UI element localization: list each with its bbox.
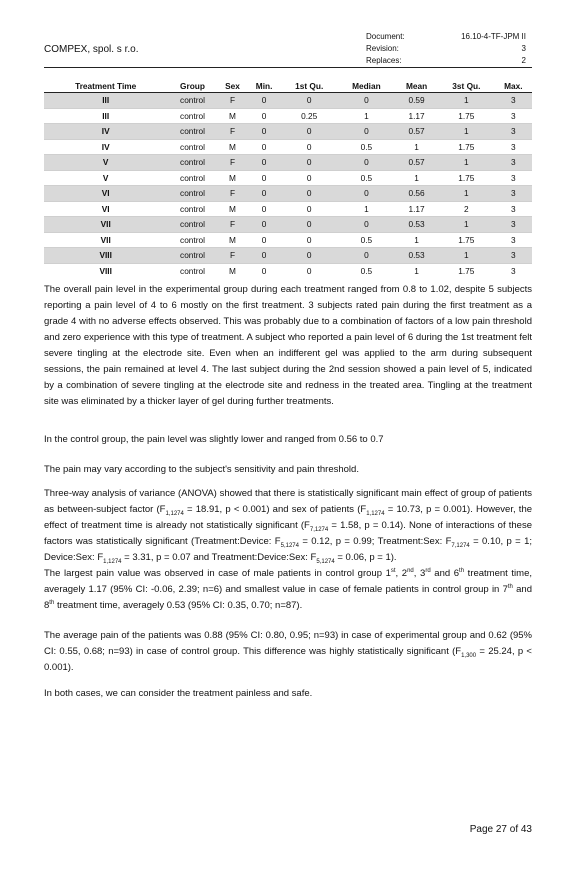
paragraph-text: The average pain of the patients was 0.88 (95% CI: 0.80, 0.95; n=93) in case of experimental group and 0.62 (95% CI: 0.55, 0.68; n=93) in case of control group. This difference was highly statistically significant ($F_{1,300} = 25.24$, p < 0.001). <box>44 630 532 673</box>
table-cell: 0 <box>247 201 280 217</box>
table-row <box>44 217 532 233</box>
table-cell: 1 <box>395 232 438 248</box>
table-cell: M <box>229 265 236 276</box>
replaces-value: 2 <box>521 56 526 65</box>
paragraph-text: The pain may vary according to the subject's sensitivity and pain threshold. <box>44 464 359 475</box>
table-cell: 3 <box>495 232 532 248</box>
document-value: 16.10-4-TF-JPM II <box>461 32 526 41</box>
column-header: 1st Qu. <box>281 80 338 93</box>
table-cell: M <box>218 201 248 217</box>
column-header: Mean <box>395 80 438 93</box>
table-cell: III <box>44 93 167 109</box>
table-cell: control <box>167 232 217 248</box>
table-cell: 0 <box>281 186 338 202</box>
column-header: Median <box>338 80 396 93</box>
table-cell: 0.59 <box>395 93 438 109</box>
table-cell: 1.75 <box>438 108 495 124</box>
table-cell: 1 <box>338 201 396 217</box>
table-row <box>44 186 532 202</box>
paragraph-average-pain <box>44 628 532 676</box>
table-cell: 3 <box>495 217 532 233</box>
pain-statistics-table <box>44 80 532 278</box>
column-header: Treatment Time <box>44 80 167 93</box>
document-label: Document: <box>366 32 405 41</box>
table-cell: M <box>218 139 248 155</box>
table-row <box>44 232 532 248</box>
table-row <box>44 139 532 155</box>
table-cell: 0 <box>281 139 338 155</box>
table-cell: control <box>167 248 217 264</box>
table-cell: 1 <box>438 93 495 109</box>
table-cell: V <box>44 170 167 186</box>
table-cell: 0 <box>281 155 338 171</box>
table-cell: 1 <box>438 155 495 171</box>
table-cell: 0.53 <box>395 217 438 233</box>
table-cell: F <box>218 124 248 140</box>
paragraph-text: In the control group, the pain level was slightly lower and ranged from 0.56 to 0.7 <box>44 434 384 445</box>
table-cell: VI <box>44 201 167 217</box>
table-cell: 0 <box>247 186 280 202</box>
table-cell: 1.75 <box>458 265 475 276</box>
table-cell: 1 <box>438 186 495 202</box>
table-cell: 0 <box>247 93 280 109</box>
table-cell: VII <box>44 217 167 233</box>
table-cell: 0.57 <box>395 155 438 171</box>
table-cell: 0 <box>247 155 280 171</box>
table-cell: 0 <box>247 124 280 140</box>
table-cell: 3 <box>495 170 532 186</box>
table-cell: M <box>218 170 248 186</box>
table-cell: 0.5 <box>338 139 396 155</box>
table-row <box>44 170 532 186</box>
table-cell: 0 <box>281 93 338 109</box>
table-cell: 0 <box>247 217 280 233</box>
table-cell: 1 <box>338 108 396 124</box>
table-cell: F <box>218 155 248 171</box>
table-cell: 1 <box>414 265 419 276</box>
table-cell: control <box>167 108 217 124</box>
paragraph-control-group <box>44 432 532 448</box>
table-cell: 0 <box>247 108 280 124</box>
table-cell: control <box>167 93 217 109</box>
table-cell: VIII <box>44 248 167 264</box>
table-cell: IV <box>44 124 167 140</box>
table-cell: 0.5 <box>360 265 373 276</box>
table-row <box>44 108 532 124</box>
table-cell: 3 <box>495 139 532 155</box>
table-cell: 0.53 <box>395 248 438 264</box>
table-cell: 1 <box>438 124 495 140</box>
table-cell: 0 <box>247 170 280 186</box>
table-row <box>44 155 532 171</box>
paragraph-anova <box>44 486 532 614</box>
table-cell: control <box>167 139 217 155</box>
table-cell: control <box>167 170 217 186</box>
table-cell: 0 <box>247 139 280 155</box>
table-cell: 3 <box>495 248 532 264</box>
table-cell: 0 <box>306 265 312 276</box>
table-cell: 3 <box>495 108 532 124</box>
table-cell: 3 <box>495 201 532 217</box>
table-cell: F <box>218 217 248 233</box>
table-header-row <box>44 80 532 93</box>
header-divider <box>44 67 532 68</box>
table-cell: VIII <box>99 265 112 276</box>
column-header: Min. <box>247 80 280 93</box>
paragraph-text: In both cases, we can consider the treatment painless and safe. <box>44 688 313 699</box>
revision-label: Revision: <box>366 44 399 53</box>
table-cell: 0 <box>281 170 338 186</box>
table-cell: 1 <box>395 139 438 155</box>
table-cell: 3 <box>495 155 532 171</box>
table-cell: 0 <box>281 248 338 264</box>
table-cell: control <box>167 124 217 140</box>
paragraph-sensitivity <box>44 462 532 478</box>
table-cell: 0.57 <box>395 124 438 140</box>
page-number: Page 27 of 43 <box>469 824 532 835</box>
table-cell: 0 <box>281 232 338 248</box>
column-header: Max. <box>495 80 532 93</box>
table-cell: F <box>218 186 248 202</box>
paragraph-text: Three-way analysis of variance (ANOVA) showed that there is statistically significant main effect of group of patients as between-subject factor ($F_{1,1274} = 18.91$, p < 0.001) and sex of patients ($F_{1,1274} = 10.73$, p = 0.001). However, the effect of treatment time is already not statistically significant ($F_{7,1274} = 1.58$, p = 0.14). None of interactions of these factors was statistically significant (Treatment:Device: $F_{5,1274} = 0.12$, p = 0.99; Treatment:Sex: $F_{7,1274} = 0.10$, p = 1; Device:Sex: $F_{1,1274} = 3.31$, p = 0.07 and Treatment:Device:Sex: $F_{5,1274} = 0.06$, p = 1). The largest pain value was observed in case of male patients in control group 1st, 2nd, 3rd and 6th treatment time, averagely 1.17 (95% CI: -0.06, 2.39; n=6) and smallest value in case of female patients in control group in 7th and 8th treatment time, averagely 0.53 (95% CI: 0.35, 0.70; n=87). <box>44 488 533 611</box>
table-cell: 0 <box>281 201 338 217</box>
table-row <box>44 201 532 217</box>
table-cell: control <box>167 155 217 171</box>
paragraph-text: The overall pain level in the experimental group during each treatment ranged from 0.8 to 1.02, despite 5 subjects reporting a pain level of 4 to 6 mostly on the first treatment. 3 subjects rated pain during the first treatment as a grade 4 with no adverse effects observed. This was probably due to a combination of factors of a low pain threshold and zero experience with this type of treatment. A subject who reported a pain level of 6 during the 1st treatment felt severe tingling at the electrode site. Even when an indifferent gel was applied to the arm during subsequent sessions, the pain remained at level 4. The last subject during the 2nd session showed a pain level of 5, indicated by a combination of severe tingling at the electrode site and redness in the treated area. Tingling at the treatment site was eliminated by a thicker layer of gel during further treatments. <box>44 284 532 407</box>
table-cell: 0 <box>338 93 396 109</box>
table-cell: 0.5 <box>338 170 396 186</box>
table-cell: 0 <box>338 186 396 202</box>
table-cell: 0.5 <box>338 232 396 248</box>
table-cell: 1.17 <box>395 108 438 124</box>
table-cell: 1 <box>395 170 438 186</box>
column-header: 3st Qu. <box>438 80 495 93</box>
table-cell: control <box>167 186 217 202</box>
table-cell: 0 <box>338 248 396 264</box>
table-cell: 3 <box>511 265 516 276</box>
table-cell: M <box>218 232 248 248</box>
table-cell: 3 <box>495 124 532 140</box>
table-cell: 0.56 <box>395 186 438 202</box>
table-cell: 0.25 <box>281 108 338 124</box>
table-cell: 1 <box>438 248 495 264</box>
table-cell: control <box>180 265 205 276</box>
table-cell: control <box>167 217 217 233</box>
column-header: Sex <box>218 80 248 93</box>
company-name: COMPEX, spol. s r.o. <box>44 44 139 55</box>
table-cell: V <box>44 155 167 171</box>
table-cell: 0 <box>338 124 396 140</box>
revision-value: 3 <box>521 44 526 53</box>
table-cell: IV <box>44 139 167 155</box>
table-body <box>44 93 532 279</box>
replaces-label: Replaces: <box>366 56 402 65</box>
table-cell: 0 <box>261 265 267 276</box>
table-cell: 0 <box>247 232 280 248</box>
paragraph-experimental-group <box>44 282 532 410</box>
table-cell: 0 <box>247 248 280 264</box>
table-cell: M <box>218 108 248 124</box>
table-cell: 1.75 <box>438 139 495 155</box>
table-cell: III <box>44 108 167 124</box>
table-row <box>44 124 532 140</box>
table-cell: F <box>218 248 248 264</box>
table-cell: 0 <box>281 217 338 233</box>
table-cell: 0 <box>338 217 396 233</box>
table-cell: VII <box>44 232 167 248</box>
table-cell: 0 <box>338 155 396 171</box>
table-row <box>44 263 532 278</box>
table-cell: 1.75 <box>438 170 495 186</box>
table-cell: control <box>167 201 217 217</box>
table-cell: 1.75 <box>438 232 495 248</box>
table-cell: 3 <box>495 93 532 109</box>
table-row <box>44 93 532 109</box>
column-header: Group <box>167 80 217 93</box>
document-meta <box>366 31 526 67</box>
paragraph-conclusion <box>44 686 532 702</box>
table-cell: F <box>218 93 248 109</box>
table-cell: 2 <box>438 201 495 217</box>
table-cell: VI <box>44 186 167 202</box>
table-cell: 1 <box>438 217 495 233</box>
table-cell: 1.17 <box>395 201 438 217</box>
table-cell: 3 <box>495 186 532 202</box>
table-row <box>44 248 532 264</box>
table-cell: 0 <box>281 124 338 140</box>
